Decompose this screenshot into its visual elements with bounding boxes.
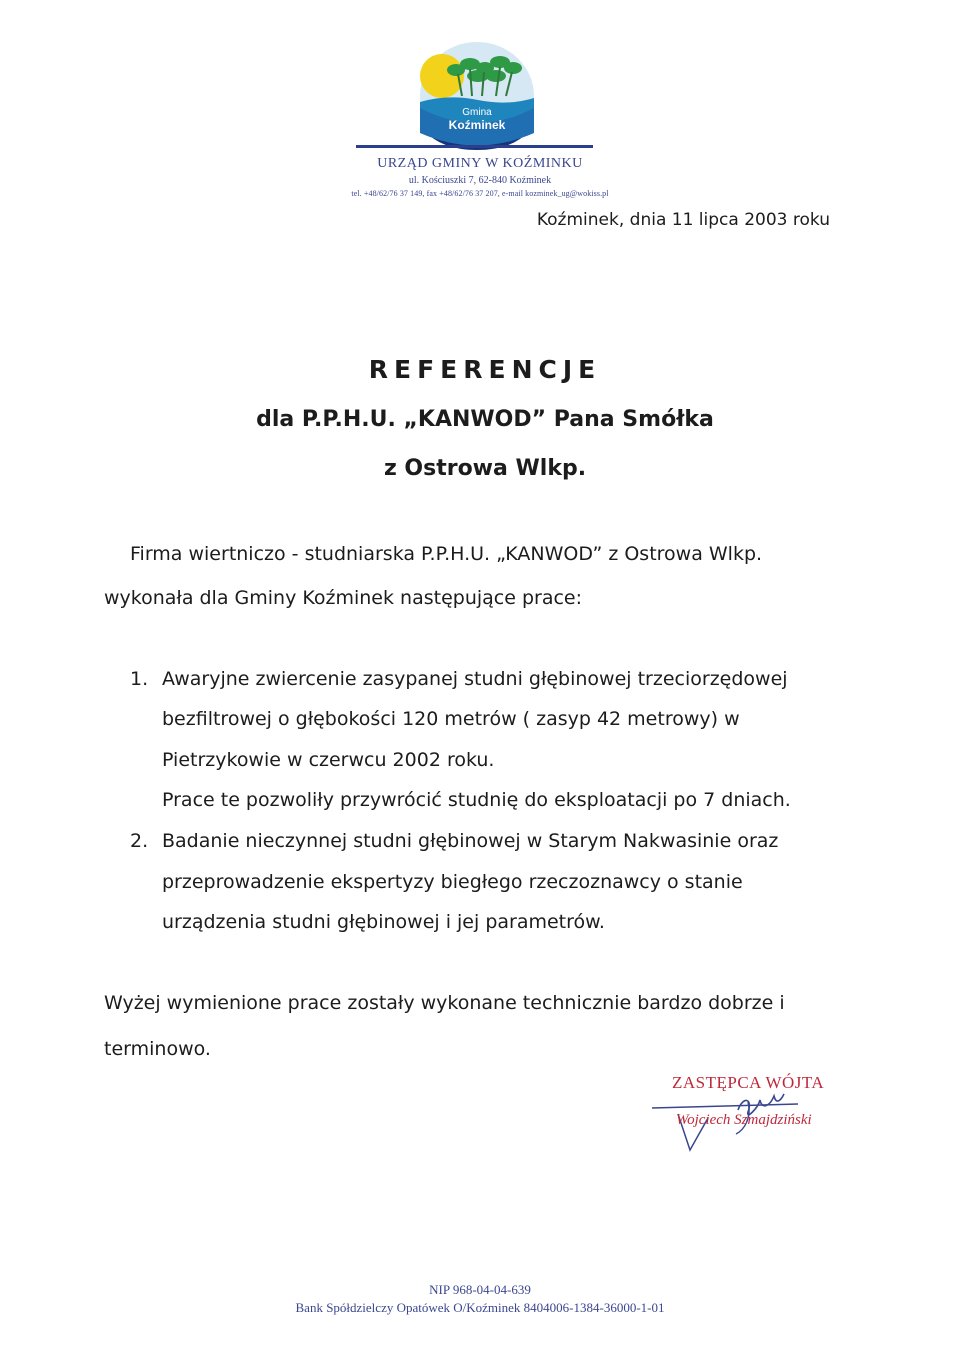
list-item-line: Awaryjne zwiercenie zasypanej studni głębinowej trzeciorzędowej: [162, 668, 788, 690]
stamp-name: Wojciech Szmajdziński: [676, 1112, 812, 1128]
logo-line-1: Gmina: [462, 107, 492, 118]
logo-line-2: Koźminek: [448, 118, 506, 132]
conclusion-line-1: Wyżej wymienione prace zostały wykonane technicznie bardzo dobrze i: [104, 992, 785, 1014]
footer-bank: Bank Spółdzielczy Opatówek O/Koźminek 8404006-1384-36000-1-01: [295, 1300, 665, 1315]
list-item-line: Badanie nieczynnej studni głębinowej w Starym Nakwasinie oraz: [162, 830, 779, 852]
list-item-line: bezfiltrowej o głębokości 120 metrów ( zasyp 42 metrowy) w: [162, 708, 740, 730]
intro-line-1: Firma wiertniczo - studniarska P.P.H.U. „KANWOD” z Ostrowa Wlkp.: [130, 543, 763, 565]
list-item-line: Prace te pozwoliły przywrócić studnię do eksploatacji po 7 dniach.: [162, 789, 791, 811]
gmina-logo: [418, 38, 536, 150]
logo-emblem-icon: [418, 38, 536, 150]
office-address: ul. Kościuszki 7, 62-840 Koźminek: [408, 175, 552, 186]
list-item-number: 1.: [130, 668, 149, 690]
conclusion-line-2: terminowo.: [104, 1038, 211, 1060]
list-item-line: przeprowadzenie ekspertyzy biegłego rzeczoznawcy o stanie: [162, 871, 743, 893]
list-item-line: Pietrzykowie w czerwcu 2002 roku.: [162, 749, 495, 771]
office-name: URZĄD GMINY W KOŹMINKU: [377, 156, 583, 171]
subtitle-line-2: z Ostrowa Wlkp.: [383, 456, 587, 481]
list-item-number: 2.: [130, 830, 149, 852]
document-title: REFERENCJE: [368, 355, 602, 384]
subtitle-line-1: dla P.P.H.U. „KANWOD” Pana Smółka: [256, 407, 714, 432]
date-line: Koźminek, dnia 11 lipca 2003 roku: [536, 210, 830, 230]
office-contact: tel. +48/62/76 37 149, fax +48/62/76 37 207, e-mail kozminek_ug@wokiss.pl: [351, 189, 609, 198]
letterhead-rule: [356, 145, 593, 148]
intro-line-2: wykonała dla Gminy Koźminek następujące prace:: [104, 587, 583, 609]
list-item-line: urządzenia studni głębinowej i jej parametrów.: [162, 911, 605, 933]
stamp-title: ZASTĘPCA WÓJTA: [672, 1073, 825, 1092]
footer-nip: NIP 968-04-04-639: [429, 1282, 531, 1297]
